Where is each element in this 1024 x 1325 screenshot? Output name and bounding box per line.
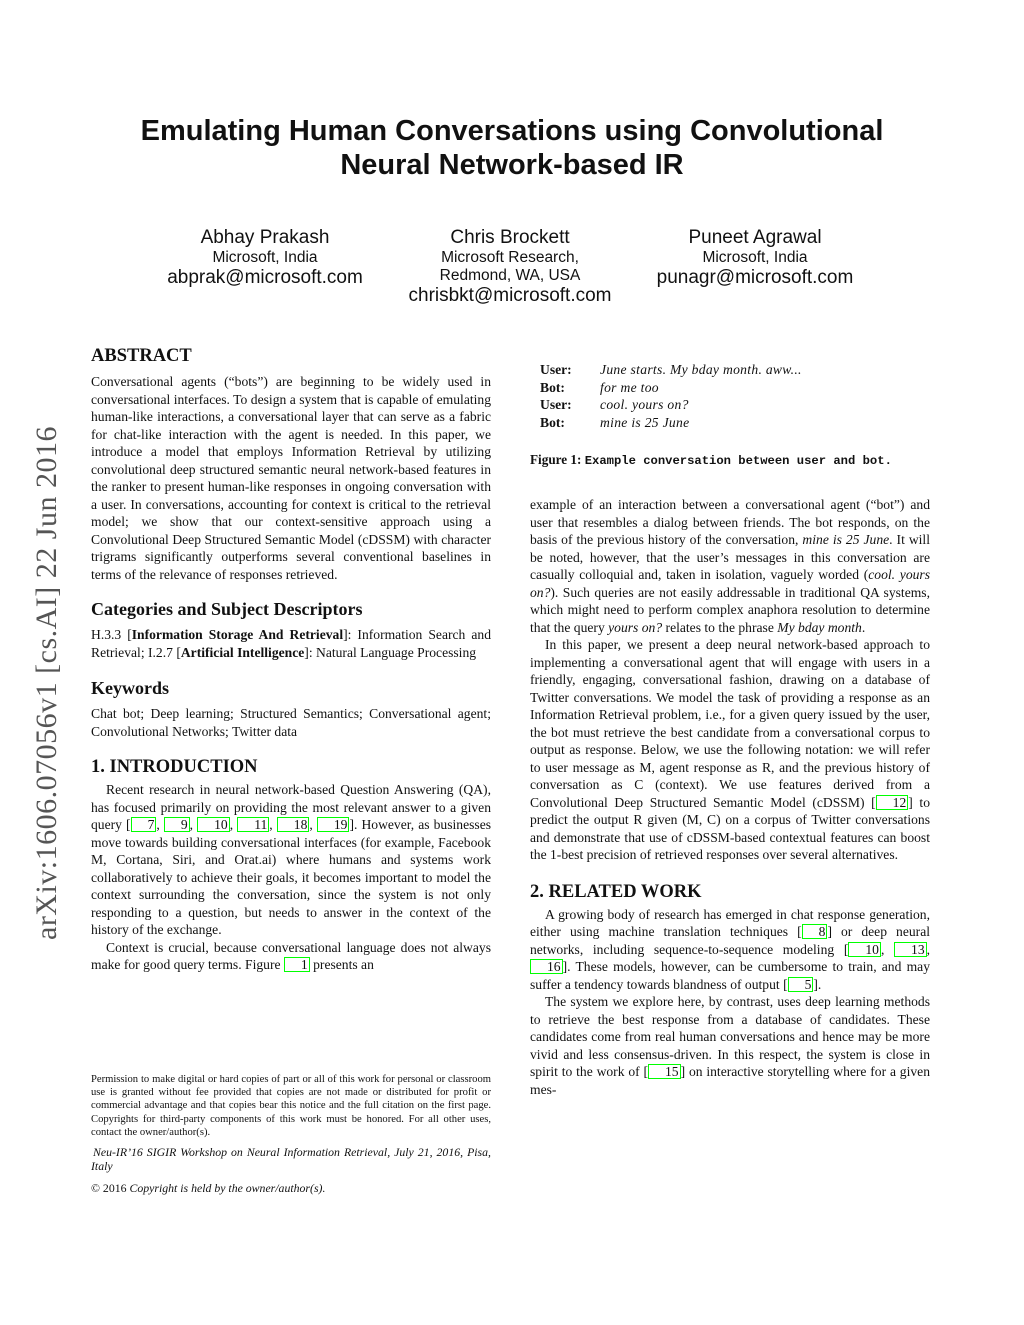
citation-link[interactable]: 5: [788, 977, 814, 992]
copyright-line: [91, 1181, 491, 1195]
citation-link[interactable]: 11: [237, 817, 269, 832]
author-affiliation: Microsoft, India: [702, 249, 808, 266]
categories-bold-2: Artificial Intelligence: [180, 644, 305, 660]
citation-link[interactable]: 10: [197, 817, 230, 832]
text-run: A growing body of research has emerged in chat response generation, either using machine translation techniques: [530, 906, 930, 939]
author-affiliation-line-2: Redmond, WA, USA: [439, 267, 581, 284]
author-email: abprak@microsoft.com: [167, 267, 363, 288]
abstract-heading: ABSTRACT: [91, 346, 192, 366]
text-run: to predict the output R given (M, C) on a corpus of Twitter conversations and demonstrate that use of cDSSM-based contextual features can boost the 1-best precision of retrieved responses over several alternatives.: [530, 794, 930, 862]
quoted-utterance: yours on?: [608, 619, 663, 635]
conversation-turn: [540, 414, 930, 432]
text-run: ). Such queries are not easily addressable in traditional QA systems, which might need to perform complex anaphora resolution to determine that the query: [530, 584, 930, 635]
text-run: .: [861, 619, 866, 635]
speaker-label: Bot:: [540, 414, 565, 430]
citation-link[interactable]: 13: [894, 942, 927, 957]
text-run: example of an interaction between a conversational agent (“bot”) and user that resembles a dialog between friends. The bot responds, on the basis of the previous history of the conversation,: [530, 497, 930, 547]
speaker-label: Bot:: [540, 379, 565, 395]
arxiv-identifier: arXiv:1606.07056v1 [cs.AI] 22 Jun 2016: [30, 426, 63, 940]
text-run: In this paper, we present a deep neural network-based approach to implementing a conversational agent that will engage with users in a friendly, engaging, conversational fashion, drawing on a database of Twitter conversations. We model the task of providing a response as an Information Retrieval problem, i.e., for a given query issued by the user, the bot must retrieve the best candidate from a conversational corpus to output as response. Below, we use the following notation: we will refer to user message as M, agent response as R, and the previous history of conversation as C (context). We use features derived from a Convolutional Deep Structured Semantic Model (cDSSM): [530, 637, 930, 810]
related-work-heading: 2. RELATED WORK: [530, 881, 702, 902]
author-affiliation: Microsoft Research,: [441, 249, 579, 266]
citation-link[interactable]: 19: [317, 817, 350, 832]
figure-link[interactable]: 1: [284, 957, 310, 972]
author-name: Puneet Agrawal: [688, 227, 822, 248]
figure-1: [530, 361, 930, 470]
citation-link[interactable]: 8: [802, 924, 828, 939]
author-name: Abhay Prakash: [200, 227, 330, 248]
citation-link[interactable]: 7: [131, 817, 157, 832]
figure-label: Figure 1:: [530, 452, 582, 467]
keywords-heading: Keywords: [91, 678, 169, 698]
workshop-info: Neu-IR’16 SIGIR Workshop on Neural Information Retrieval, July 21, 2016, Pisa, Italy: [91, 1145, 491, 1174]
text-run: on interactive storytelling where for a given mes-: [530, 1064, 930, 1097]
right-column: [530, 496, 930, 1098]
copyright-year: 2016: [102, 1181, 127, 1196]
categories-part-2: ]: Information Search and Retrieval; I.2.7 [: [91, 627, 491, 660]
permission-block: [91, 1073, 491, 1195]
intro-p1-text-a: Recent research in neural network-based Question Answering (QA), has focused primarily on providing the most relevant answer to a given query: [91, 782, 491, 832]
categories-text: [91, 626, 491, 661]
intro-p2-text-a: Context is crucial, because conversational language does not always make for good query terms. Figure: [91, 939, 491, 972]
intro-paragraph-3: [530, 496, 930, 636]
conversation-example: [540, 361, 930, 431]
utterance: for me too: [600, 379, 659, 395]
intro-p2-text-b: presents an: [309, 957, 374, 972]
categories-bold-1: Information Storage And Retrieval: [131, 627, 344, 642]
speaker-label: User:: [540, 362, 572, 377]
utterance: June starts. My bday month. aww...: [600, 362, 802, 377]
citation-link[interactable]: 12: [876, 795, 909, 810]
conversation-turn: [540, 361, 930, 379]
paper-title: [0, 114, 1024, 182]
conversation-turn: [540, 396, 930, 414]
copyright-symbol: ©: [91, 1181, 100, 1196]
conversation-turn: [540, 379, 930, 397]
permission-notice: Permission to make digital or hard copies of part or all of this work for personal or classroom use is granted without fee provided that copies are not made or distributed for profit or commercial advantage and that copies bear this notice and the full citation on the first page. Copyrights for third-party components of this work must be honored. For all other uses, contact the owner/author(s).: [91, 1074, 491, 1138]
citation-link[interactable]: 16: [530, 959, 563, 974]
intro-paragraph-2: [91, 939, 491, 974]
text-run: The system we explore here, by contrast, uses deep learning methods to retrieve the best response from a database of candidates. These candidates come from real human conversations and hence may be more vivid and less consensus-driven. In this respect, the system is close in spirit to the work of: [530, 994, 930, 1079]
title-line-1: Emulating Human Conversations using Convolutional: [140, 115, 884, 147]
categories-part-1: H.3.3 [: [91, 627, 132, 642]
citation-link[interactable]: 9: [164, 817, 190, 832]
related-paragraph-1: A growing body of research has emerged in chat response generation, either using machine translation techniques [ 8 ] or deep neural networks, including sequence-to-sequence modeling [ 10 , 13 , 16 ]. These models, however, can be cumbersome to train, and may suffer a tendency towards blandness of output [ 5 ].: [530, 906, 931, 992]
quoted-utterance: mine is 25 June: [802, 532, 890, 547]
text-run: relates to the phrase: [662, 619, 778, 635]
citation-link[interactable]: 10: [848, 942, 881, 957]
text-run: . These models, however, can be cumbersome to train, and may suffer a tendency towards blandness of output: [530, 959, 930, 992]
categories-heading: Categories and Subject Descriptors: [91, 599, 363, 619]
figure-caption-text: Example conversation between user and bot.: [584, 454, 892, 468]
introduction-heading: 1. INTRODUCTION: [91, 757, 258, 777]
copyright-text: Copyright is held by the owner/author(s).: [129, 1181, 326, 1196]
abstract-text: Conversational agents (“bots”) are beginning to be widely used in conversational interfaces. To design a system that is capable of emulating human-like interactions, a conversational layer that can serve as a fabric for chat-like interaction with the agent is needed. In this paper, we introduce a model that employs Information Retrieval by utilizing convolutional deep structured semantic neural network-based features in the ranker to present human-like responses in ongoing conversation with a user. In conversations, accounting for context is critical to the retrieval model; we show that our context-sensitive approach using a Convolutional Deep Structured Semantic Model (cDSSM) with character trigrams significantly outperforms several conventional baselines in terms of the relevance of responses retrieved.: [91, 374, 491, 582]
quoted-utterance: cool. yours on?: [530, 567, 930, 600]
author-email: punagr@microsoft.com: [656, 267, 854, 288]
text-run: .: [817, 976, 822, 992]
text-run: . It will be noted, however, that the user’s messages in this conversation are casually colloquial and, taken in isolation, vaguely worded (: [530, 532, 930, 582]
text-run: or deep neural networks, including sequence-to-sequence modeling: [530, 924, 930, 957]
utterance: cool. yours on?: [600, 397, 689, 412]
categories-part-3: ]: Natural Language Processing: [304, 644, 477, 660]
citation-link[interactable]: 18: [277, 817, 310, 832]
intro-p1-text-b: . However, as businesses move towards building conversational interfaces (for example, Facebook M, Cortana, Siri, and Orat.ai) where humans and systems work collaboratively to achieve their goals, it becomes important to model the context surrounding the conversation, since the system is not only responding to a question, but needs to answer in the context of the history of the exchange.: [91, 817, 492, 937]
utterance: mine is 25 June: [600, 414, 690, 430]
author-affiliation: Microsoft, India: [212, 249, 318, 266]
keywords-text: Chat bot; Deep learning; Structured Semantics; Conversational agent; Convolutional Networks; Twitter data: [91, 706, 491, 739]
author-name: Chris Brockett: [450, 227, 570, 248]
intro-paragraph-4: In this paper, we present a deep neural network-based approach to implementing a conversational agent that will engage with users in a friendly, engaging, conversational fashion, drawing on a database of Twitter conversations. We model the task of providing a response as an Information Retrieval problem, i.e., for a given query issued by the user, the bot must retrieve the best candidate from a conversational corpus to output as response. Below, we use the following notation: we will refer to user message as M, agent response as R, and the previous history of conversation as C (context). We use features derived from a Convolutional Deep Structured Semantic Model (cDSSM) [ 12 ] to predict the output R given (M, C) on a corpus of Twitter conversations and demonstrate that use of cDSSM-based contextual features can boost the 1-best precision of retrieved responses over several alternatives.: [530, 637, 930, 862]
author-email: chrisbkt@microsoft.com: [408, 285, 612, 306]
title-line-2: Neural Network-based IR: [340, 149, 684, 181]
author-3: [605, 227, 905, 288]
related-paragraph-2: The system we explore here, by contrast, uses deep learning methods to retrieve the best response from a database of candidates. These candidates come from real human conversations and hence may be more vivid and less consensus-driven. In this respect, the system is close in spirit to the work of [ 15 ] on interactive storytelling where for a given mes-: [530, 994, 930, 1097]
left-column: [91, 345, 491, 974]
figure-caption: [530, 451, 930, 470]
speaker-label: User:: [540, 397, 572, 412]
intro-paragraph-1: Recent research in neural network-based Question Answering (QA), has focused primarily on providing the most relevant answer to a given query [ 7 , 9 , 10 , 11 , 18 , 19 ]. However, as businesses move towards building conversational interfaces (for example, Facebook M, Cortana, Siri, and Orat.ai) where humans and systems work collaboratively to achieve their goals, it becomes important to model the context surrounding the conversation, since the system is not only responding to a question, but needs to answer in the context of the history of the exchange.: [91, 782, 492, 937]
citation-link[interactable]: 15: [648, 1064, 681, 1079]
quoted-utterance: My bday month: [777, 619, 862, 635]
